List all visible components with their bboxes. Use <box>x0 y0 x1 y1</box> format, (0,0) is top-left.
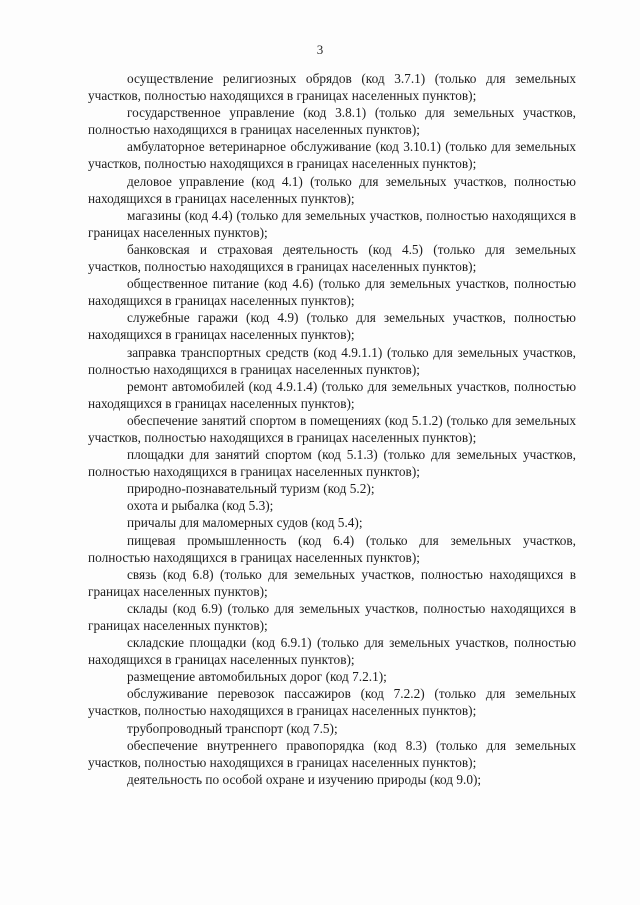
list-item: деятельность по особой охране и изучению природы (код 9.0); <box>127 771 482 787</box>
list-item: причалы для маломерных судов (код 5.4); <box>127 515 363 531</box>
list-item: общественное питание (код 4.6) (только для земельных участков, полностью находящихся в границах населенных пунктов); <box>88 276 576 309</box>
list-item: магазины (код 4.4) (только для земельных участков, полностью находящихся в границах населенных пунктов); <box>88 207 576 240</box>
list-item: обслуживание перевозок пассажиров (код 7.2.2) (только для земельных участков, полностью находящихся в границах населенных пунктов); <box>88 686 576 719</box>
list-item: природно-познавательный туризм (код 5.2); <box>127 481 375 497</box>
list-item: размещение автомобильных дорог (код 7.2.1); <box>127 669 387 685</box>
list-item: трубопроводный транспорт (код 7.5); <box>127 720 338 736</box>
list-item: обеспечение занятий спортом в помещениях (код 5.1.2) (только для земельных участков, полностью находящихся в границах населенных пунктов); <box>88 412 576 445</box>
page-number: 3 <box>316 42 324 57</box>
list-item: амбулаторное ветеринарное обслуживание (код 3.10.1) (только для земельных участков, полностью находящихся в границах населенных пунктов); <box>88 139 576 172</box>
list-item: склады (код 6.9) (только для земельных участков, полностью находящихся в границах населенных пунктов); <box>88 600 576 633</box>
list-item: банковская и страховая деятельность (код 4.5) (только для земельных участков, полностью находящихся в границах населенных пунктов); <box>88 241 576 275</box>
list-item: осуществление религиозных обрядов (код 3.7.1) (только для земельных участков, полностью находящихся в границах населенных пунктов); <box>88 71 576 104</box>
list-item: государственное управление (код 3.8.1) (только для земельных участков, полностью находящихся в границах населенных пунктов); <box>88 105 576 138</box>
list-item: служебные гаражи (код 4.9) (только для земельных участков, полностью находящихся в границах населенных пунктов); <box>88 310 576 343</box>
list-item: площадки для занятий спортом (код 5.1.3) (только для земельных участков, полностью находящихся в границах населенных пунктов); <box>88 447 576 480</box>
list-item: пищевая промышленность (код 6.4) (только для земельных участков, полностью находящихся в границах населенных пунктов); <box>88 532 576 565</box>
list-item: ремонт автомобилей (код 4.9.1.4) (только для земельных участков, полностью находящихся в границах населенных пунктов); <box>88 378 576 411</box>
list-item: охота и рыбалка (код 5.3); <box>127 498 274 514</box>
list-item: связь (код 6.8) (только для земельных участков, полностью находящихся в границах населенных пунктов); <box>88 566 576 599</box>
list-item: обеспечение внутреннего правопорядка (код 8.3) (только для земельных участков, полностью находящихся в границах населенных пунктов); <box>88 737 576 770</box>
list-item: заправка транспортных средств (код 4.9.1.1) (только для земельных участков, полностью находящихся в границах населенных пунктов); <box>88 344 576 377</box>
list-item: деловое управление (код 4.1) (только для земельных участков, полностью находящихся в границах населенных пунктов); <box>88 173 576 206</box>
document-body <box>88 70 576 788</box>
list-item: складские площадки (код 6.9.1) (только для земельных участков, полностью находящихся в границах населенных пунктов); <box>88 635 576 668</box>
